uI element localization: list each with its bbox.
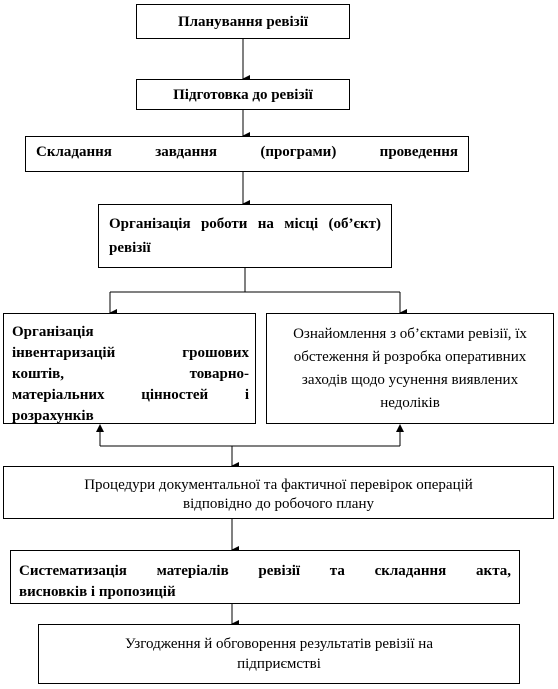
- arrowhead-join-left: [96, 424, 104, 432]
- step-program: [25, 136, 469, 172]
- step-planning-label: Планування ревізії: [177, 13, 309, 30]
- step-procedures: [3, 466, 554, 519]
- inventory-line-5: розрахунків: [12, 408, 94, 424]
- inventory-line-1: Організація: [12, 324, 94, 340]
- systematization-line-2: висновків і пропозицій: [19, 584, 176, 600]
- inventory-line-2: інвентаризацій грошових: [12, 345, 249, 361]
- step-onsite-label: Організація роботи на місці (об’єкт) ревізії: [109, 216, 381, 256]
- step-preparation-label: Підготовка до ревізії: [173, 86, 313, 103]
- inventory-line-4: матеріальних цінностей і: [12, 387, 249, 403]
- step-onsite: [98, 204, 392, 268]
- step-agreement: [38, 624, 520, 684]
- arrowhead-join-right: [396, 424, 404, 432]
- systematization-line-1: Систематизація матеріалів ревізії та складання акта,: [19, 563, 511, 579]
- procedures-line-1: Процедури документальної та фактичної перевірок операцій: [84, 477, 473, 493]
- step-preparation: [136, 79, 350, 110]
- step-planning: [136, 4, 350, 39]
- step-inventory: [3, 313, 256, 424]
- agreement-line-1: Узгодження й обговорення результатів ревізії на: [125, 636, 433, 652]
- step-familiarization: [266, 313, 554, 424]
- procedures-line-2: відповідно до робочого плану: [183, 496, 374, 512]
- step-systematization: [10, 550, 520, 604]
- step-familiarization-label: Ознайомлення з об’єктами ревізії, їх обстеження й розробка оперативних заходів щодо усунення виявлених недоліків: [293, 325, 527, 411]
- agreement-line-2: підприємстві: [237, 656, 321, 672]
- step-program-label: Складання завдання (програми) проведення: [36, 144, 458, 160]
- inventory-line-3: коштів, товарно-: [12, 366, 249, 382]
